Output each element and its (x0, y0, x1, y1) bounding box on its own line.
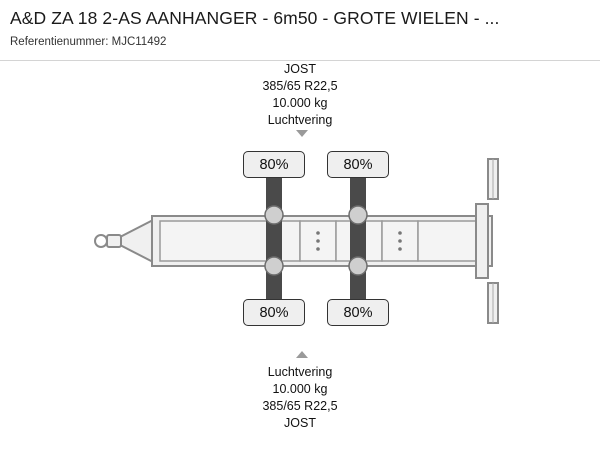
trailer-diagram (0, 61, 600, 450)
bottom-annotation-line-1: Luchtvering (267, 365, 333, 379)
bottom-annotation-line-3: 385/65 R22,5 (262, 399, 338, 413)
bottom-annotation (200, 364, 400, 432)
bottom-annotation-line-4: JOST (284, 416, 316, 430)
page-title: A&D ZA 18 2-AS AANHANGER - 6m50 - GROTE WIELEN - ... (10, 8, 500, 28)
tyre-badge: 80% (243, 299, 305, 326)
tyre-badge: 80% (327, 151, 389, 178)
header (0, 0, 600, 48)
tyre-badge: 80% (243, 151, 305, 178)
tyre-badge: 80% (327, 299, 389, 326)
chassis-group (152, 159, 498, 323)
top-annotation-line-1: JOST (284, 62, 316, 76)
top-annotation-line-4: Luchtvering (267, 113, 333, 127)
top-annotation-line-2: 385/65 R22,5 (262, 79, 338, 93)
arrow-up-icon (296, 351, 308, 358)
bottom-annotation-line-2: 10.000 kg (272, 382, 328, 396)
reference-number: Referentienummer: MJC11492 (10, 36, 167, 48)
drawbar-group (95, 219, 155, 263)
top-annotation-line-3: 10.000 kg (272, 96, 328, 110)
